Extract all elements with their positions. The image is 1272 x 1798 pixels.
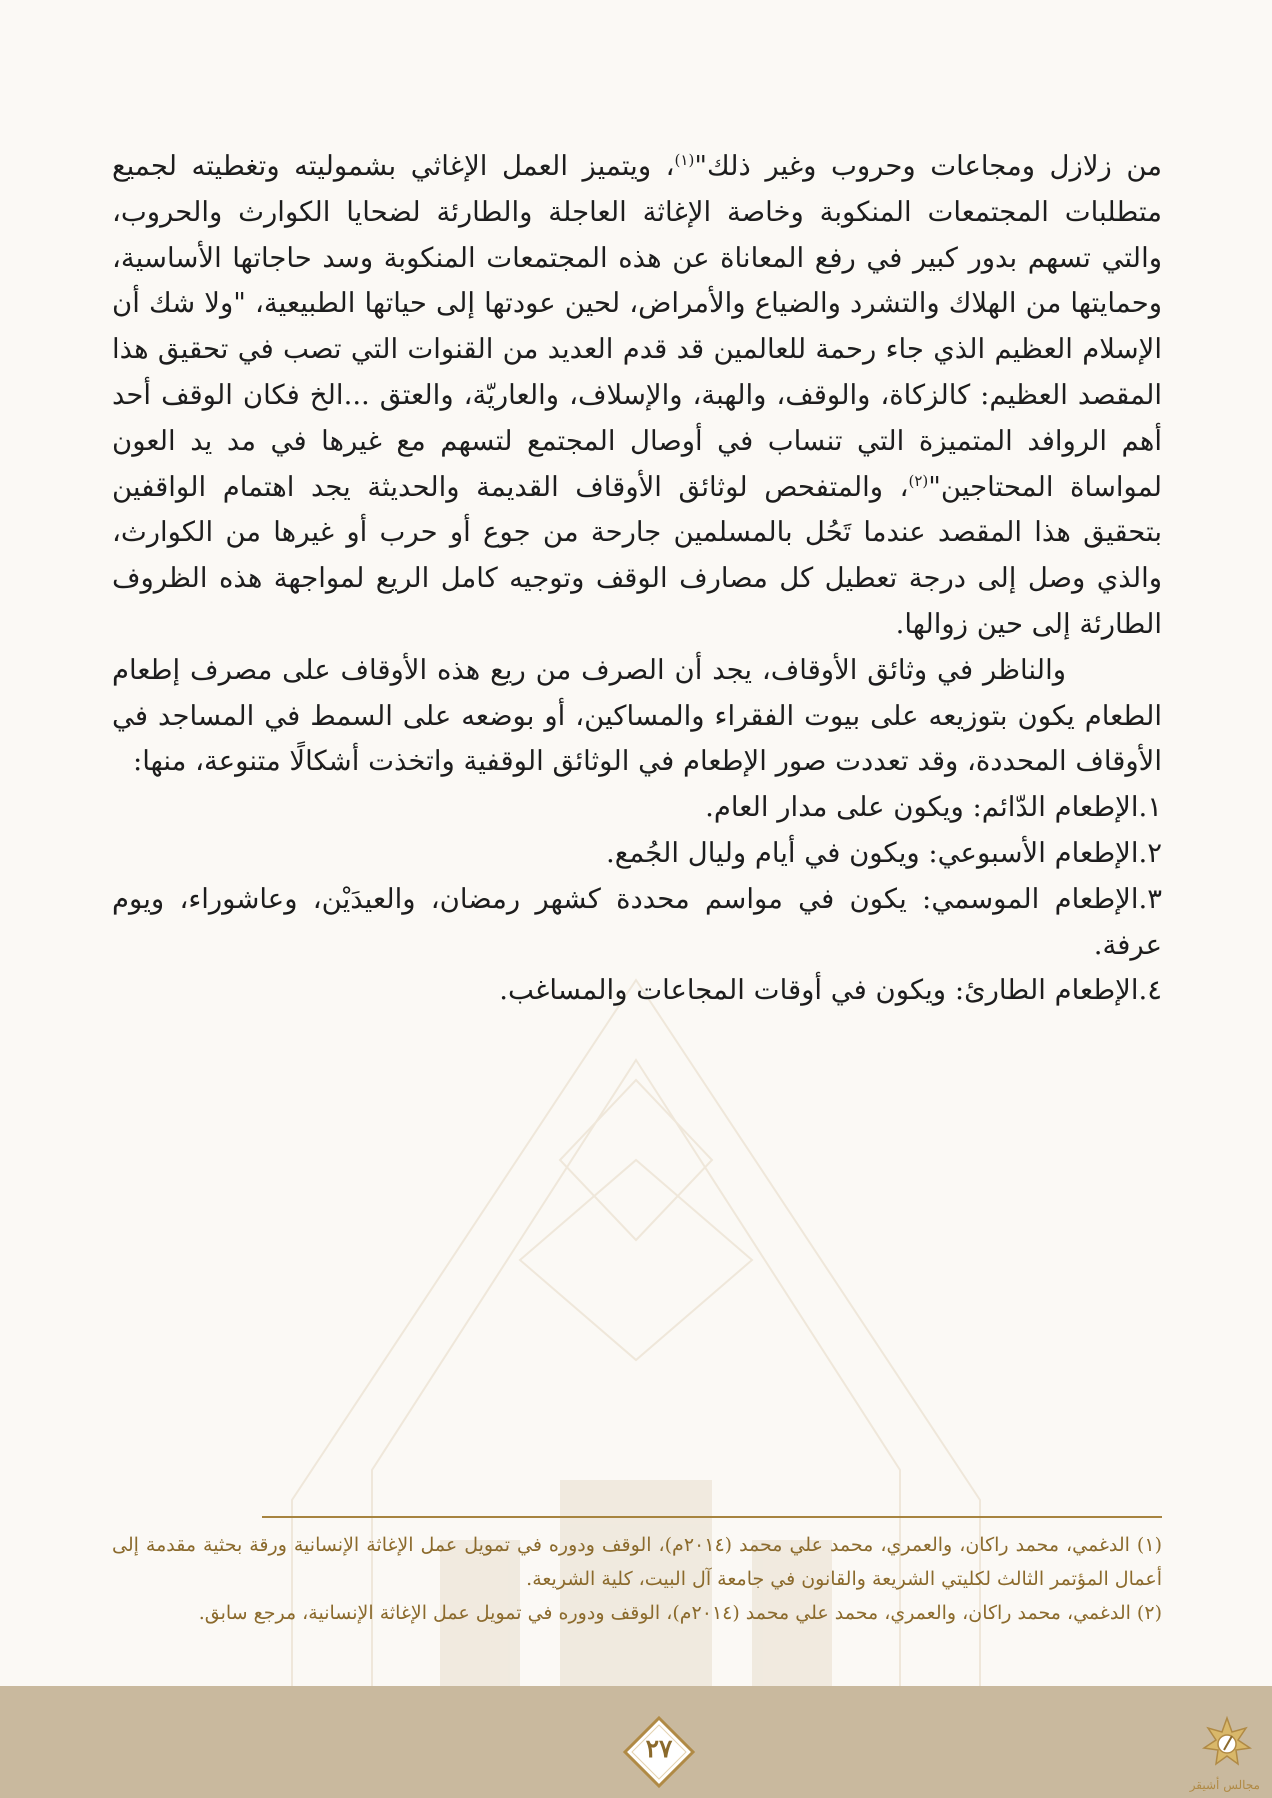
list-item: ١.الإطعام الدّائم: ويكون على مدار العام. — [705, 791, 1162, 824]
footnote-2: (٢) الدغمي، محمد راكان، والعمري، محمد علي محمد (٢٠١٤م)، الوقف ودوره في تمويل عمل الإغاثة الإنسانية، مرجع سابق. — [198, 1602, 1162, 1624]
logo-text: مجالس أشيقر — [1189, 1778, 1260, 1792]
footnote-ref-1: (١) — [674, 150, 695, 169]
body-text — [112, 144, 1162, 1014]
feeding-types-list — [112, 785, 1162, 1014]
footnotes — [112, 1528, 1162, 1630]
paragraph-1-part-3: ، والمتفحص لوثائق الأوقاف القديمة والحديثة يجد اهتمام الواقفين بتحقيق هذا المقصد عندما تَحُل بالمسلمين جارحة من جوع أو حرب أو غيرها من الكوارث، والذي وصل إلى درجة تعطيل كل مصارف الوقف وتوجيه كامل الريع لمواجهة هذه الظروف الطارئة إلى حين زوالها. — [112, 470, 1162, 640]
logo — [1189, 1714, 1260, 1796]
page-number: ٢٧ — [645, 1734, 673, 1763]
list-item: ٤.الإطعام الطارئ: ويكون في أوقات المجاعات والمساغب. — [499, 974, 1162, 1007]
paragraph-1-part-2: ، ويتميز العمل الإغاثي بشموليته وتغطيته لجميع متطلبات المجتمعات المنكوبة وخاصة الإغاثة العاجلة والطارئة لضحايا الكوارث والحروب، والتي تسهم بدور كبير في رفع المعاناة عن هذه المجتمعات المنكوبة وسد حاجاتها الأساسية، وحمايتها من الهلاك والتشرد والضياع والأمراض، لحين عودتها إلى حياتها الطبيعية، "ولا شك أن الإسلام العظيم الذي جاء رحمة للعالمين قد قدم العديد من القنوات التي تصب في تحقيق هذا المقصد العظيم: كالزكاة، والوقف، والهبة، والإسلاف، والعاريّة، والعتق ...الخ فكان الوقف أحد أهم الروافد المتميزة التي تنساب في أوصال المجتمع لتسهم مع غيرها في مد يد العون لمواساة المحتاجين" — [112, 150, 1162, 503]
list-item: ٣.الإطعام الموسمي: يكون في مواسم محددة كشهر رمضان، والعيدَيْن، وعاشوراء، ويوم عرفة. — [112, 882, 1162, 961]
quill-star-icon — [1194, 1714, 1260, 1776]
paragraph-1 — [112, 144, 1162, 648]
paragraph-2: والناظر في وثائق الأوقاف، يجد أن الصرف من ريع هذه الأوقاف على مصرف إطعام الطعام يكون بتوزيعه على بيوت الفقراء والمساكين، أو بوضعه على السمط في المساجد في الأوقاف المحددة، وقد تعددت صور الإطعام في الوثائق الوقفية واتخذت أشكالًا متنوعة، منها: — [112, 653, 1162, 778]
footnote-1: (١) الدغمي، محمد راكان، والعمري، محمد علي محمد (٢٠١٤م)، الوقف ودوره في تمويل عمل الإغاثة الإنسانية ورقة بحثية مقدمة إلى أعمال المؤتمر الثالث لكليتي الشريعة والقانون في جامعة آل البيت، كلية الشريعة. — [112, 1534, 1162, 1590]
list-item: ٢.الإطعام الأسبوعي: ويكون في أيام وليال الجُمع. — [606, 836, 1162, 869]
footnote-divider — [262, 1516, 1162, 1518]
footnote-ref-2: (٢) — [908, 471, 929, 490]
paragraph-1-part-1: من زلازل ومجاعات وحروب وغير ذلك" — [694, 150, 1163, 182]
